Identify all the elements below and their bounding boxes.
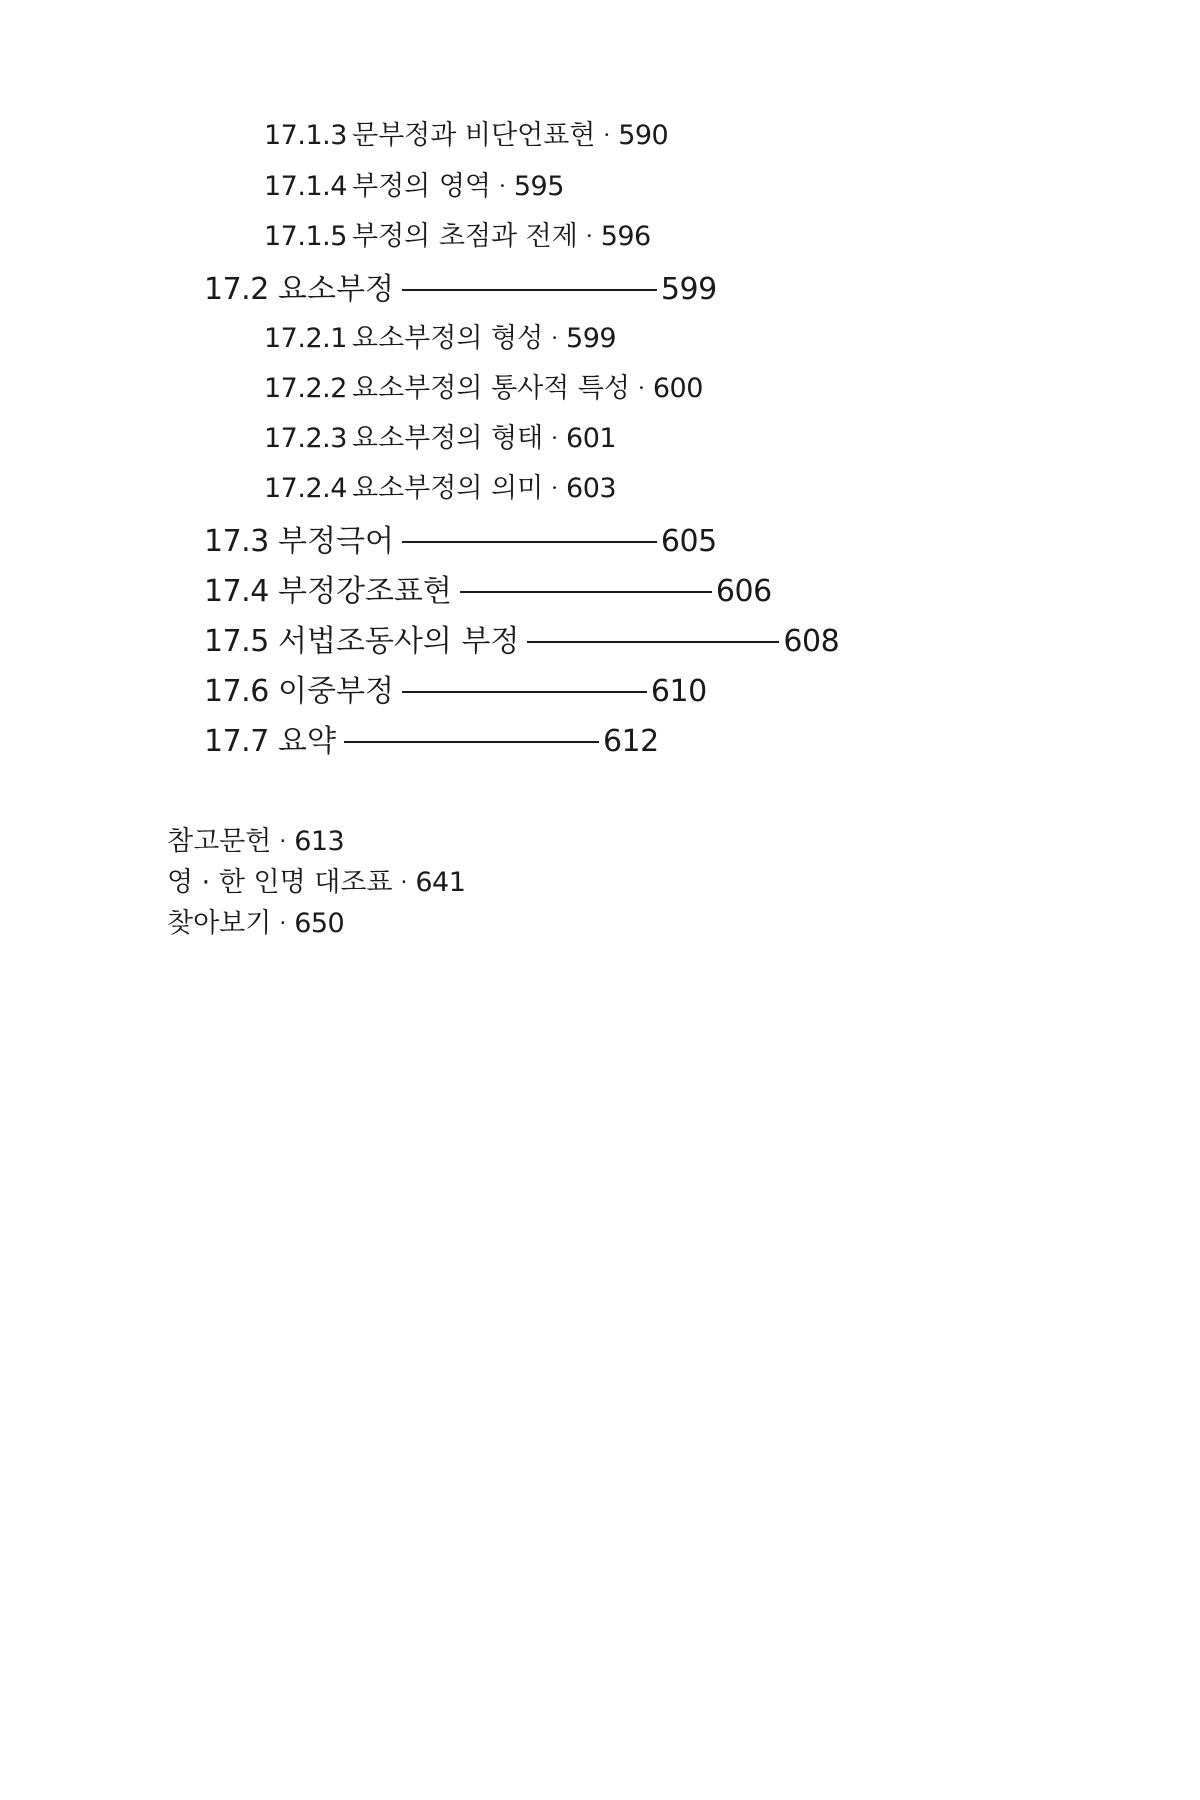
toc-entry-17-2[interactable] [204, 272, 717, 307]
toc-entry-index[interactable] [167, 910, 344, 937]
toc-entry-17-4[interactable] [204, 574, 772, 609]
entry-page: 610 [650, 674, 707, 709]
dotted-leader-line [527, 641, 779, 643]
entry-page: 606 [715, 574, 772, 609]
entry-number: 17.2 [204, 272, 269, 307]
dotted-leader-line [402, 691, 647, 693]
entry-page: 595 [513, 171, 564, 202]
entry-title: 문부정과 비단언표현 [352, 120, 596, 151]
dotted-leader-line [402, 289, 657, 291]
entry-title: 요소부정의 의미 [352, 473, 544, 504]
entry-title: 요약 [278, 724, 336, 759]
toc-entry-17-6[interactable] [204, 674, 707, 709]
entry-separator: · [551, 325, 559, 351]
toc-entry-17-1-5[interactable] [264, 223, 651, 250]
entry-page: 641 [415, 867, 466, 898]
dotted-leader-line [344, 741, 599, 743]
toc-entry-17-2-1[interactable] [264, 325, 616, 352]
entry-number: 17.1.3 [264, 120, 347, 151]
entry-number: 17.2.4 [264, 473, 347, 504]
entry-title: 요소부정 [278, 272, 394, 307]
toc-entry-references[interactable] [167, 828, 344, 855]
dotted-leader-line [402, 541, 657, 543]
entry-page: 600 [652, 373, 703, 404]
toc-entry-17-2-4[interactable] [264, 475, 616, 502]
entry-page: 590 [618, 120, 669, 151]
entry-separator: · [603, 122, 611, 148]
entry-page: 596 [600, 221, 651, 252]
entry-title: 부정강조표현 [278, 574, 452, 609]
toc-entry-17-3[interactable] [204, 524, 717, 559]
entry-page: 613 [294, 826, 345, 857]
entry-number: 17.7 [204, 724, 269, 759]
toc-entry-name-table[interactable] [167, 869, 465, 896]
entry-page: 612 [602, 724, 659, 759]
entry-page: 599 [660, 272, 717, 307]
entry-title: 찾아보기 [167, 908, 272, 939]
toc-entry-17-2-2[interactable] [264, 375, 703, 402]
entry-title: 요소부정의 형성 [352, 323, 544, 354]
entry-title: 영 · 한 인명 대조표 [167, 867, 393, 898]
dotted-leader-line [460, 591, 712, 593]
toc-entry-17-5[interactable] [204, 624, 840, 659]
entry-title: 참고문헌 [167, 826, 272, 857]
entry-page: 599 [566, 323, 617, 354]
toc-entry-17-2-3[interactable] [264, 425, 616, 452]
entry-page: 650 [294, 908, 345, 939]
entry-title: 부정의 초점과 전제 [352, 221, 578, 252]
entry-separator: · [551, 425, 559, 451]
entry-separator: · [279, 828, 287, 854]
entry-number: 17.5 [204, 624, 269, 659]
entry-number: 17.6 [204, 674, 269, 709]
entry-page: 608 [783, 624, 840, 659]
entry-separator: · [551, 475, 559, 501]
entry-number: 17.1.5 [264, 221, 347, 252]
entry-separator: · [279, 910, 287, 936]
entry-title: 부정극어 [278, 524, 394, 559]
entry-title: 요소부정의 형태 [352, 423, 544, 454]
toc-entry-17-1-4[interactable] [264, 173, 564, 200]
entry-page: 605 [660, 524, 717, 559]
entry-page: 603 [566, 473, 617, 504]
entry-separator: · [499, 173, 506, 199]
entry-separator: · [585, 223, 593, 249]
entry-title: 이중부정 [278, 674, 394, 709]
entry-number: 17.2.2 [264, 373, 347, 404]
toc-entry-17-7[interactable] [204, 724, 659, 759]
entry-title: 부정의 영역 [352, 171, 491, 202]
entry-number: 17.2.3 [264, 423, 347, 454]
entry-title: 요소부정의 통사적 특성 [352, 373, 630, 404]
entry-number: 17.2.1 [264, 323, 347, 354]
entry-number: 17.3 [204, 524, 269, 559]
entry-separator: · [638, 375, 645, 401]
toc-entry-17-1-3[interactable] [264, 122, 668, 149]
entry-page: 601 [566, 423, 617, 454]
entry-number: 17.1.4 [264, 171, 347, 202]
entry-separator: · [400, 869, 408, 895]
entry-title: 서법조동사의 부정 [278, 624, 520, 659]
entry-number: 17.4 [204, 574, 269, 609]
